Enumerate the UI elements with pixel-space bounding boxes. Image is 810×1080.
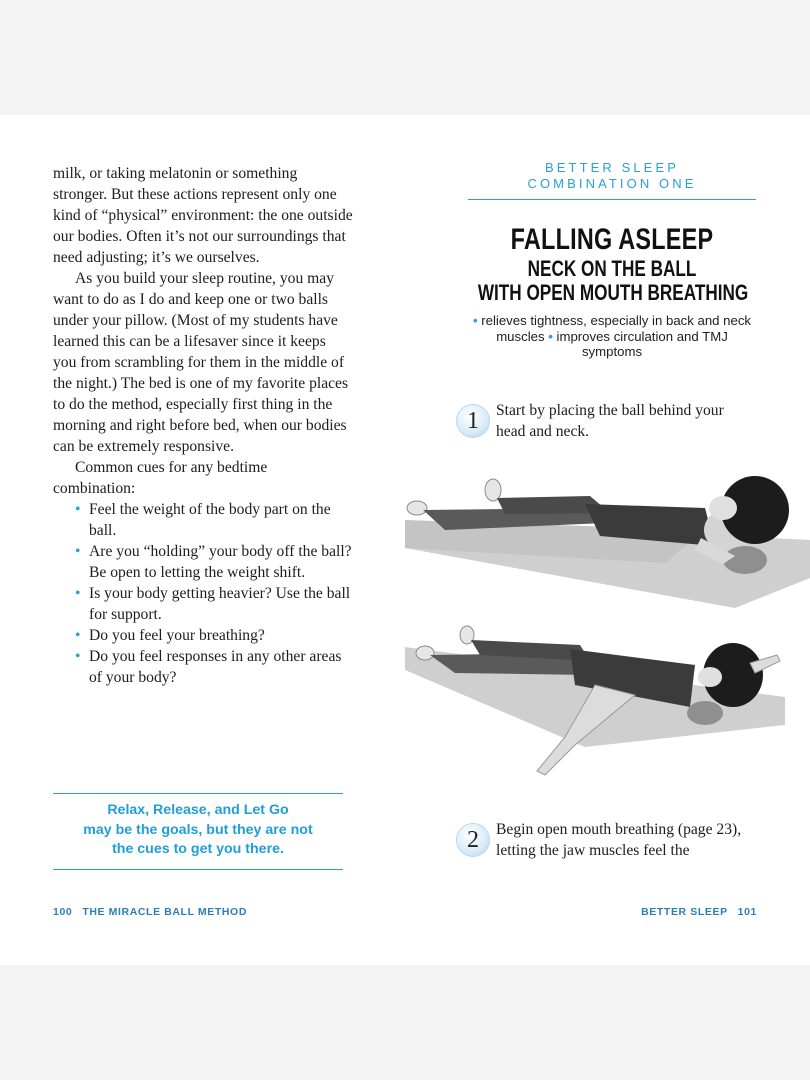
paragraph: As you build your sleep routine, you may want to do as I do and keep one or two balls under your pillow. (Most of my students have learned this can be a lifesaver since it keeps you from scrambling for them in the middle of the night.) The bed is one of my favorite places to do the method, especially first thing in the morning and right before bed, when our bodies can be extremely responsive. <box>53 270 349 455</box>
kicker-line: COMBINATION ONE <box>527 176 697 191</box>
pull-quote-line: may be the goals, but they are not <box>83 821 313 838</box>
benefits-list <box>468 313 756 360</box>
list-item: • Feel the weight of the body part on the ball. <box>75 499 353 541</box>
right-folio <box>641 906 757 918</box>
list-item: • Do you feel responses in any other areas of your body? <box>75 646 353 688</box>
pull-quote <box>53 793 343 870</box>
left-folio <box>53 906 247 918</box>
step-text: Start by placing the ball behind your head and neck. <box>496 402 724 440</box>
list-item: • Are you “holding” your body off the ball? Be open to letting the weight shift. <box>75 541 353 583</box>
running-head: THE MIRACLE BALL METHOD <box>82 906 248 918</box>
bullet-dot-icon: • <box>472 313 478 328</box>
exercise-photo-1 <box>405 468 810 608</box>
page-title: FALLING ASLEEP <box>510 223 714 256</box>
benefit: improves circulation and TMJ symptoms <box>556 328 728 359</box>
running-head: BETTER SLEEP <box>641 906 728 918</box>
pull-quote-line: Relax, Release, and Let Go <box>107 802 289 818</box>
cue-list <box>53 499 353 688</box>
exercise-photo-2 <box>405 625 785 790</box>
left-page-body <box>53 163 353 688</box>
paragraph: Common cues for any bedtime combination: <box>53 459 268 497</box>
kicker-line: BETTER SLEEP <box>544 160 679 175</box>
page-subtitle: WITH OPEN MOUTH BREATHING <box>477 280 749 305</box>
paragraph: milk, or taking melatonin or something stronger. But these actions represent only one kind of “physical” environment: the one outside our bodies. Often it’s not our surroundings that need adjusting; it’s we ourselves. <box>53 165 353 266</box>
page-number: 100 <box>53 906 73 918</box>
list-item: • Do you feel your breathing? <box>75 625 353 646</box>
benefit: relieves tightness, especially in back and neck muscles <box>481 313 752 344</box>
page-subtitle: NECK ON THE BALL <box>527 256 697 281</box>
pull-quote-line: the cues to get you there. <box>112 841 284 857</box>
page-number: 101 <box>737 906 757 918</box>
step-number-badge: 2 <box>456 823 490 857</box>
step-number-badge: 1 <box>456 404 490 438</box>
kicker-divider <box>468 199 756 200</box>
list-item: • Is your body getting heavier? Use the ball for support. <box>75 583 353 625</box>
step-text: Begin open mouth breathing (page 23), letting the jaw muscles feel the <box>496 821 742 859</box>
bullet-dot-icon: • <box>548 328 553 344</box>
section-kicker <box>468 160 756 192</box>
exercise-heading <box>440 223 784 305</box>
